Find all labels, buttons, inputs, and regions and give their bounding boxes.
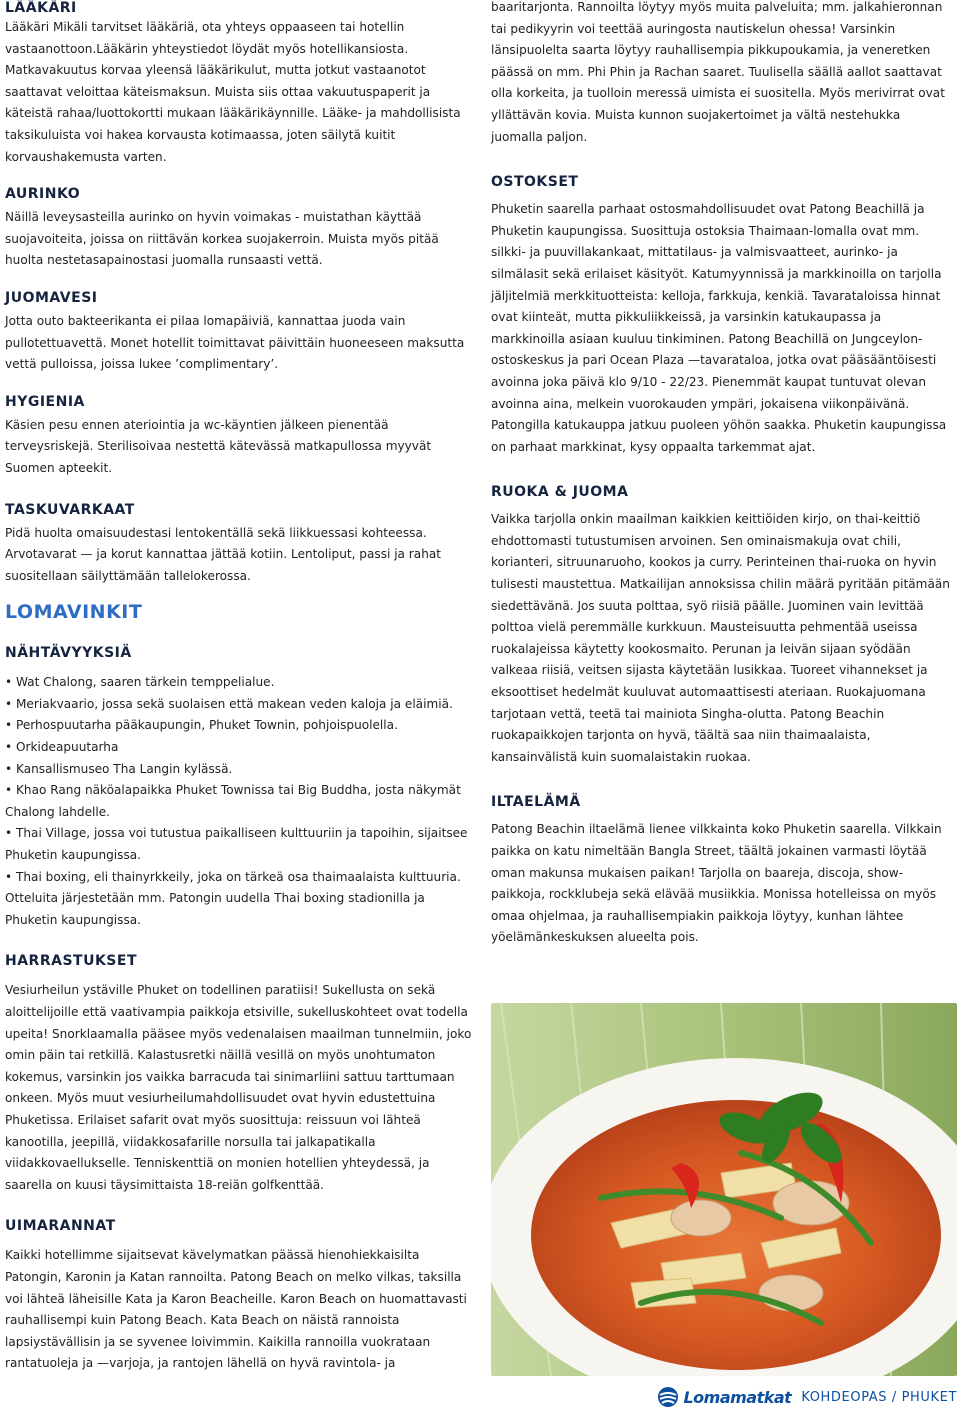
thai-curry-illustration xyxy=(491,1003,957,1376)
section-ruoka xyxy=(491,484,953,768)
list-item: • Perhospuutarha pääkaupungin, Phuket Townin, pohjoispuolella. xyxy=(5,715,475,737)
section-body: baaritarjonta. Rannoilta löytyy myös muita palveluita; mm. jalkahieronnan tai pedikyyrin voi teettää auringosta nautiskelun ohessa! Varsinkin länsipuolelta saarta löytyy rauhallisempia pikkupoukamia, ja veneretken päässä on mm. Phi Phin ja Rachan saaret. Tuulisella säällä aallot saattavat olla korkeita, ja tuolloin meressä uimista ei suositella. Myös merivirrat ovat yllättävän kovia. Muista kunnon suojakertoimet ja vältä nestehukka juomalla paljon. xyxy=(491,0,945,144)
sights-list xyxy=(5,672,475,931)
section-uimarannat xyxy=(5,1218,475,1375)
section-title: OSTOKSET xyxy=(491,174,579,191)
list-item: • Wat Chalong, saaren tärkein temppelialue. xyxy=(5,672,475,694)
section-title: HYGIENIA xyxy=(5,393,85,410)
section-body: Vesiurheilun ystäville Phuket on todellinen paratiisi! Sukellusta on sekä aloittelijoille että vaativampia paikkoja etsiville, sukelluskohteet ovat todella upeita! Snorklaamalla pääsee myös vedenalaisen maailman tunnelmiin, joko omin päin tai retkillä. Kalastusretki näillä vesillä on myös unohtumaton kokemus, varsinkin jos vaikka barracuda tai sinimarliini sattuu tarttumaan onkeen. Myös muut vesiurheilumahdollisuudet ovat hyvin edustettuina Phuketissa. Erilaiset safarit ovat myös suosittuja: reissuun voi lähteä kanootilla, jeepillä, viidakkosafarille norsulla tai jalkapatikalla viidakkovaellukselle. Tenniskenttiä on monien hotellien yhteydessä, ja saarella on kuusi täysimittaista 18-reiän golfkenttää. xyxy=(5,983,472,1192)
list-item: • Khao Rang näköalapaikka Phuket Townissa tai Big Buddha, josta näkymät Chalong lahdelle. xyxy=(5,780,475,823)
section-nahtavyyksia xyxy=(5,645,475,931)
guide-label: KOHDEOPAS / PHUKET xyxy=(801,1389,957,1405)
footer xyxy=(657,1385,957,1409)
section-body: Jotta outo bakteerikanta ei pilaa lomapäiviä, kannattaa juoda vain pullotettuavettä. Monet hotellit toimittavat päivittäin huoneeseen maksutta vettä pulloissa, joissa lukee ’complimentary’. xyxy=(5,313,465,372)
section-uimarannat-cont xyxy=(491,0,953,148)
section-body: Vaikka tarjolla onkin maailman kaikkien keittiöiden kirjo, on thai-keittiö ehdottomasti tutustumisen arvoinen. Sen ominaismakuja ovat chili, korianteri, sitruunaruoho, kookos ja curry. Perinteinen thai-ruoka on hyvin tulisesti maustettua. Matkailijan annoksissa chilin määrä pyritään pitämään siedettävänä. Jos suuta polttaa, syö riisiä päälle. Juominen vain levittää polttoa vielä peremmälle kurkkuun. Mausteisuutta pehmentää useissa ruokalajeissa käytetty kookosmaito. Perunan ja leivän sijaan syödään valkeaa riisiä, veitsen sijasta käytetään lusikkaa. Tuoreet vihannekset ja eksoottiset hedelmät kuuluvat automaattisesti ateriaan. Ruokajuomana tarjotaan vettä, teetä tai mainiota Singha-olutta. Patong Beachin ruokapaikkojen tarjonta on hyvä, täältä saa niin thaimaalaista, kansainvälistä kuin suomalaistakin ruokaa. xyxy=(491,512,950,764)
section-aurinko xyxy=(5,186,475,272)
section-harrastukset xyxy=(5,953,475,1196)
section-title: RUOKA & JUOMA xyxy=(491,484,629,501)
lomamatkat-logo xyxy=(657,1386,791,1408)
section-taskuvarkaat xyxy=(5,502,475,588)
food-photo xyxy=(491,1003,957,1376)
globe-icon xyxy=(657,1386,679,1408)
logo-text: Lomamatkat xyxy=(683,1387,792,1407)
section-title: HARRASTUKSET xyxy=(5,953,137,970)
list-item: • Thai boxing, eli thainyrkkeily, joka on tärkeä osa thaimaalaista kulttuuria. Otteluita järjestetään mm. Patongin uudella Thai boxing stadionilla ja Phuketin kaupungissa. xyxy=(5,867,475,932)
section-laakari xyxy=(5,0,475,168)
right-column xyxy=(491,0,953,965)
lomavinkit-title: LOMAVINKIT xyxy=(5,601,143,624)
section-hygienia xyxy=(5,394,475,480)
section-body: Patong Beachin iltaelämä lienee vilkkainta koko Phuketin saarella. Vilkkain paikka on katu nimeltään Bangla Street, täältä jokainen varmasti löytää oman makunsa mukaisen paikan! Tarjolla on baareja, discoja, show-paikkoja, rockklubeja sekä elävää musiikkia. Monissa hotelleissa on myös omaa ohjelmaa, ja rauhallisempiakin paikkoja löytyy, kunhan lähtee yöelämänkeskuksen alueelta pois. xyxy=(491,822,942,945)
section-title: NÄHTÄVYYKSIÄ xyxy=(5,645,132,662)
section-title: AURINKO xyxy=(5,186,81,203)
section-title: TASKUVARKAAT xyxy=(5,501,135,518)
section-body: Näillä leveysasteilla aurinko on hyvin voimakas - muistathan käyttää suojavoiteita, joissa on riittävän korkea suojakerroin. Muista myös pitää huolta nestetasapainostasi juomalla runsaasti vettä. xyxy=(5,210,439,268)
section-title: LÄÄKÄRI xyxy=(5,0,77,16)
section-juomavesi xyxy=(5,290,475,376)
list-item: • Thai Village, jossa voi tutustua paikalliseen kulttuuriin ja tapoihin, sijaitsee Phuketin kaupungissa. xyxy=(5,823,475,866)
section-body: Käsien pesu ennen ateriointia ja wc-käyntien jälkeen pienentää terveysriskejä. Sterilisoivaa nestettä kätevässä matkapullossa myyvät Suomen apteekit. xyxy=(5,417,432,475)
section-ostokset xyxy=(491,174,953,458)
list-item: • Orkideapuutarha xyxy=(5,737,475,759)
section-body: Phuketin saarella parhaat ostosmahdollisuudet ovat Patong Beachillä ja Phuketin kaupungissa. Suosittuja ostoksia Thaimaan-lomalla ovat mm. silkki- ja puuvillakankaat, mittatilaus- ja valmisvaatteet, aurinko- ja silmälasit sekä erilaiset käsityöt. Katumyynnissä ja markkinoilla on tarjolla jäljitelmiä merkkituotteista: kelloja, farkkuja, kenkiä. Tavarataloissa hinnat ovat kiinteät, mutta pikkuliikkeissä, ja varsinkin katukaupassa ja markkinoilla asiaan kuuluu tinkiminen. Patong Beachillä on Jungceylon-ostoskeskus ja pari Ocean Plaza —tavarataloa, jotka ovat pääsääntöisesti avoinna joka päivä klo 9/10 - 22/23. Pienemmät kaupat tuntuvat olevan avoinna aina, melkein vuorokauden ympäri, jokaisena viikonpäivänä. Patongilla katukauppa jatkuu puoleen yöhön saakka. Phuketin kaupungissa on parhaat markkinat, kysy oppaalta tarkemmat ajat. xyxy=(491,202,947,454)
section-lomavinkit xyxy=(5,601,475,623)
list-item: • Meriakvaario, jossa sekä suolaisen että makean veden kaloja ja eläimiä. xyxy=(5,694,475,716)
section-iltaelama xyxy=(491,794,953,949)
section-title: UIMARANNAT xyxy=(5,1218,116,1235)
section-body: Pidä huolta omaisuudestasi lentokentällä sekä liikkuessasi kohteessa. Arvotavarat — ja korut kannattaa jättää kotiin. Lentoliput, passi ja rahat suositellaan säilyttämään tallelokerossa. xyxy=(5,525,442,583)
left-column xyxy=(5,0,475,1391)
section-title: ILTAELÄMÄ xyxy=(491,794,581,811)
section-title: JUOMAVESI xyxy=(5,289,98,306)
section-body: Kaikki hotellimme sijaitsevat kävelymatkan päässä hienohiekkaisilta Patongin, Karonin ja Katan rannoilta. Patong Beach on melko vilkas, taksilla voi lähteä läheisille Kata ja Karon Beacheille. Karon Beach on huomattavasti rauhallisempi kuin Patong Beach. Kata Beach on näistä rannoista lapsiystävällisin ja se syvenee loivimmin. Kaikilla rannoilla vuokrataan rantatuoleja ja —varjoja, ja rantojen lähellä on hyvä ravintola- ja xyxy=(5,1248,467,1371)
list-item: • Kansallismuseo Tha Langin kylässä. xyxy=(5,759,475,781)
section-body: Lääkäri Mikäli tarvitset lääkäriä, ota yhteys oppaaseen tai hotellin vastaanottoon.Lääkärin yhteystiedot löydät myös hotellikansiosta. Matkavakuutus korvaa yleensä lääkärikulut, mutta jotkut vastaanotot saattavat veloittaa käteismaksun. Muista siis ottaa vakuutuspaperit ja käteistä rahaa/luottokortti mukaan lääkärikäynnille. Lääke- ja mahdollisista taksikuluista voi hakea korvausta kotimaassa, joten säilytä kuitit korvaushakemusta varten. xyxy=(5,20,461,164)
